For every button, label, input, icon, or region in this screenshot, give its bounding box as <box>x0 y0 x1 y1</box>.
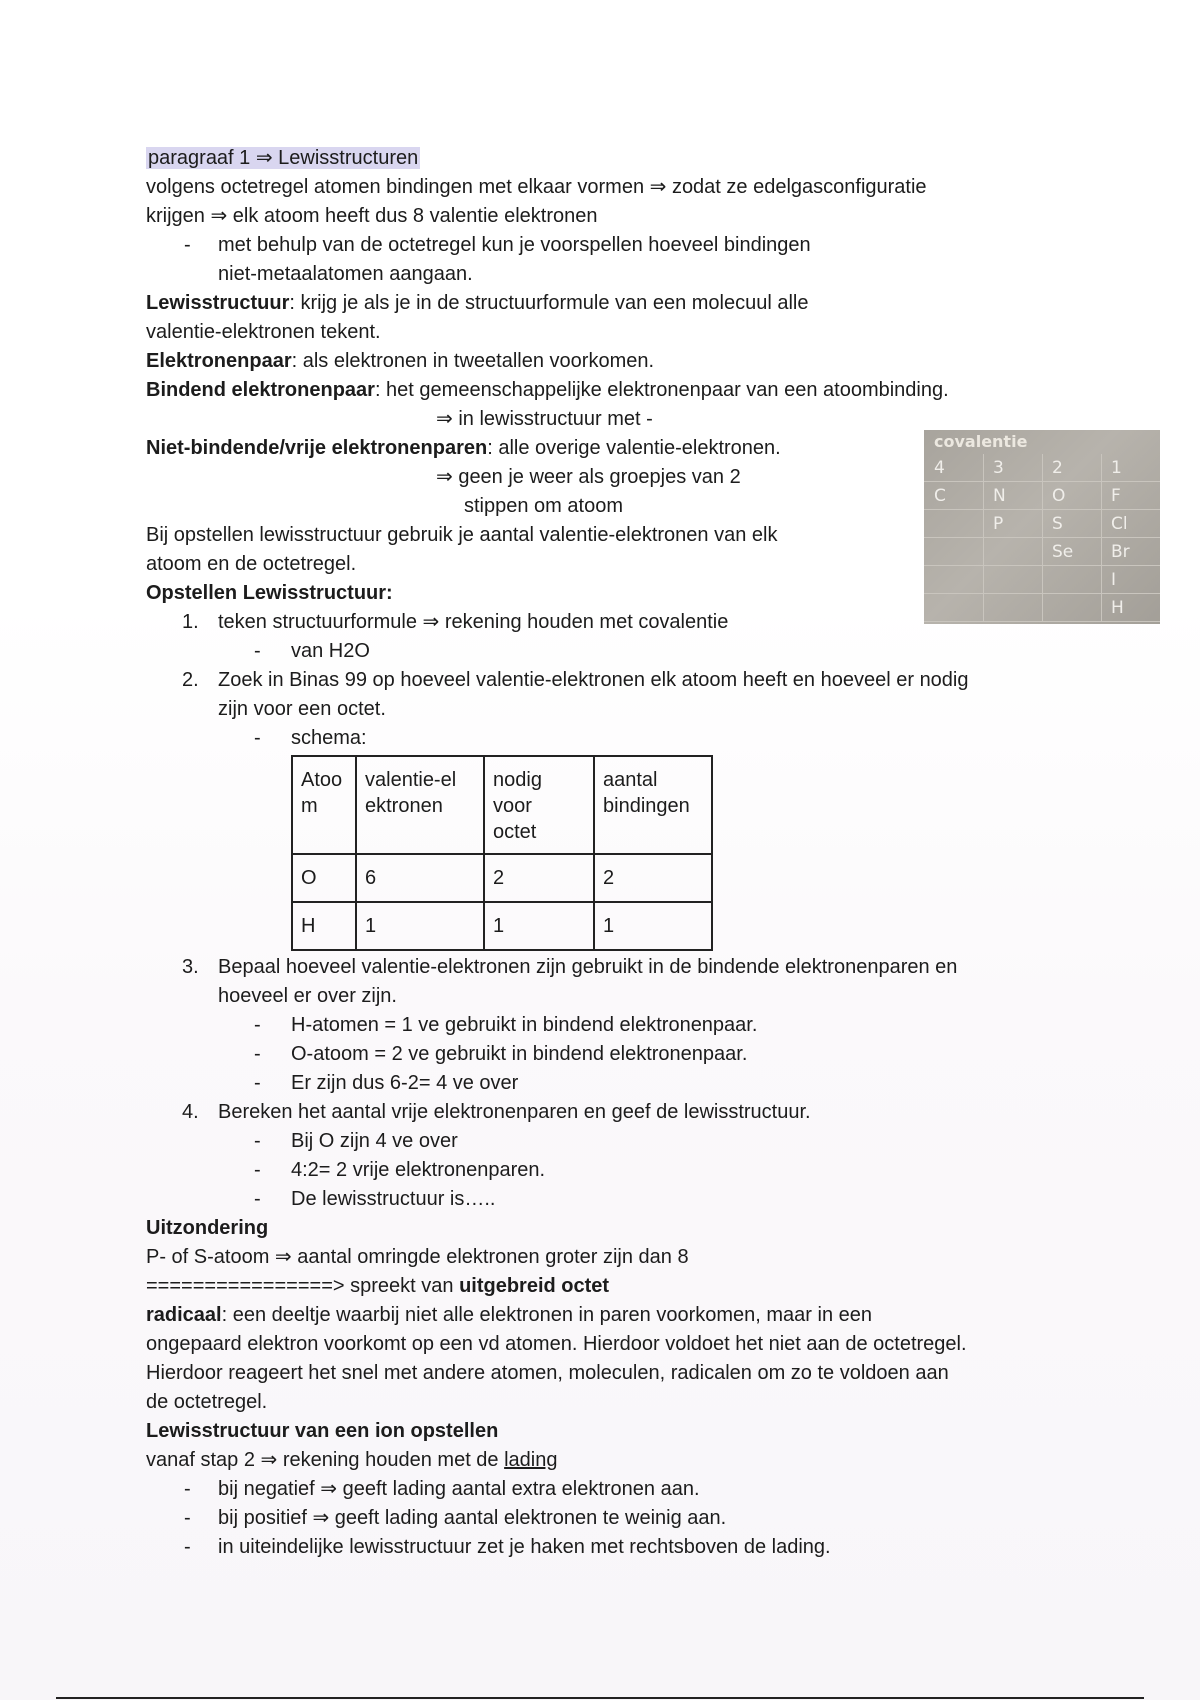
intro-bullet-cont: niet-metaalatomen aangaan. <box>218 263 473 285</box>
table-cell: 1 <box>484 902 594 950</box>
covalentie-cell <box>983 538 1043 566</box>
definition-note: ⇒ in lewisstructuur met - <box>436 408 653 430</box>
step-sub-item: - van H2O <box>254 640 370 662</box>
step-sub-item: - schema: <box>254 727 367 749</box>
ion-bullet: - in uiteindelijke lewisstructuur zet je haken met rechtsboven de lading. <box>184 1536 831 1558</box>
table-header-cell: aantal bindingen <box>594 756 712 854</box>
heading-highlight: paragraaf 1 ⇒ Lewisstructuren <box>148 147 419 169</box>
definition-bindend: Bindend elektronenpaar: het gemeenschappelijke elektronenpaar van een atoombinding. <box>146 379 949 401</box>
covalentie-cell: 2 <box>1042 454 1102 482</box>
covalentie-cell <box>924 566 984 594</box>
step-sub-item: - Er zijn dus 6-2= 4 ve over <box>254 1072 519 1094</box>
opstellen-intro: atoom en de octetregel. <box>146 553 357 575</box>
covalentie-cell: I <box>1101 566 1160 594</box>
covalentie-cell <box>983 594 1043 622</box>
ion-bullet: - bij negatief ⇒ geeft lading aantal extra elektronen aan. <box>184 1478 700 1500</box>
step-3-cont: hoeveel er over zijn. <box>218 985 397 1007</box>
step-sub-item: - O-atoom = 2 ve gebruikt in bindend elektronenpaar. <box>254 1043 748 1065</box>
covalentie-cell: Cl <box>1101 510 1160 538</box>
table-cell: 1 <box>356 902 484 950</box>
covalentie-photo <box>924 430 1160 624</box>
covalentie-cell <box>924 538 984 566</box>
step-1: 1. teken structuurformule ⇒ rekening houden met covalentie <box>182 611 729 633</box>
table-cell: O <box>292 854 356 902</box>
intro-bullet: - met behulp van de octetregel kun je voorspellen hoeveel bindingen <box>146 231 1076 260</box>
covalentie-grid <box>924 454 1160 624</box>
bottom-rule <box>56 1697 1144 1699</box>
uitzondering-line: P- of S-atoom ⇒ aantal omringde elektronen groter zijn dan 8 <box>146 1246 689 1268</box>
radicaal-cont: Hierdoor reageert het snel met andere atomen, moleculen, radicalen om zo te voldoen aan <box>146 1362 949 1384</box>
covalentie-cell <box>983 566 1043 594</box>
table-cell: 2 <box>484 854 594 902</box>
covalentie-cell <box>924 510 984 538</box>
section-heading <box>146 144 1076 173</box>
table-cell: H <box>292 902 356 950</box>
covalentie-cell <box>1042 594 1102 622</box>
ion-line: vanaf stap 2 ⇒ rekening houden met de lading <box>146 1449 558 1471</box>
table-row <box>292 854 712 902</box>
covalentie-cell: H <box>1101 594 1160 622</box>
covalentie-cell <box>1042 566 1102 594</box>
covalentie-cell: P <box>983 510 1043 538</box>
step-sub-item: - De lewisstructuur is….. <box>254 1188 496 1210</box>
radicaal-cont: ongepaard elektron voorkomt op een vd atomen. Hierdoor voldoet het niet aan de octetregel. <box>146 1333 967 1355</box>
covalentie-cell: O <box>1042 482 1102 510</box>
step-4: 4. Bereken het aantal vrije elektronenparen en geef de lewisstructuur. <box>182 1101 811 1123</box>
covalentie-cell: 4 <box>924 454 984 482</box>
covalentie-cell: 3 <box>983 454 1043 482</box>
table-cell: 6 <box>356 854 484 902</box>
table-cell: 1 <box>594 902 712 950</box>
table-header-row <box>292 756 712 854</box>
definition-note: stippen om atoom <box>464 495 623 517</box>
photo-title: covalentie <box>934 432 1028 451</box>
ion-title: Lewisstructuur van een ion opstellen <box>146 1420 499 1442</box>
step-3: 3. Bepaal hoeveel valentie-elektronen zijn gebruikt in de bindende elektronenparen en <box>182 956 958 978</box>
uitzondering-arrow: ================> spreekt van uitgebreid octet <box>146 1275 610 1297</box>
covalentie-cell: C <box>924 482 984 510</box>
table-cell: 2 <box>594 854 712 902</box>
table-header-cell: nodig voor octet <box>484 756 594 854</box>
covalentie-cell: Br <box>1101 538 1160 566</box>
step-sub-item: - H-atomen = 1 ve gebruikt in bindend elektronenpaar. <box>254 1014 758 1036</box>
definition-vrij: Niet-bindende/vrije elektronenparen: alle overige valentie-elektronen. <box>146 437 781 459</box>
covalentie-cell: S <box>1042 510 1102 538</box>
definition-lewisstructuur: Lewisstructuur: krijg je als je in de structuurformule van een molecuul alle <box>146 292 809 314</box>
steps-title: Opstellen Lewisstructuur: <box>146 582 393 604</box>
table-row <box>292 902 712 950</box>
table-header-cell: valentie-el ektronen <box>356 756 484 854</box>
ion-bullet: - bij positief ⇒ geeft lading aantal elektronen te weinig aan. <box>184 1507 727 1529</box>
covalentie-cell: Se <box>1042 538 1102 566</box>
uitzondering-title: Uitzondering <box>146 1217 269 1239</box>
step-2: 2. Zoek in Binas 99 op hoeveel valentie-elektronen elk atoom heeft en hoeveel er nodig <box>182 669 969 691</box>
step-sub-item: - Bij O zijn 4 ve over <box>254 1130 458 1152</box>
bullet-dash: - <box>184 234 191 256</box>
covalentie-cell: 1 <box>1101 454 1160 482</box>
opstellen-intro: Bij opstellen lewisstructuur gebruik je aantal valentie-elektronen van elk <box>146 524 778 546</box>
radicaal-definition: radicaal: een deeltje waarbij niet alle elektronen in paren voorkomen, maar in een <box>146 1304 872 1326</box>
table-header-cell: Atoo m <box>292 756 356 854</box>
radicaal-cont: de octetregel. <box>146 1391 268 1413</box>
intro-line: krijgen ⇒ elk atoom heeft dus 8 valentie elektronen <box>146 205 598 227</box>
definition-note: ⇒ geen je weer als groepjes van 2 <box>436 466 741 488</box>
intro-line: volgens octetregel atomen bindingen met elkaar vormen ⇒ zodat ze edelgasconfiguratie <box>146 176 927 198</box>
step-sub-item: - 4:2= 2 vrije elektronenparen. <box>254 1159 546 1181</box>
covalentie-cell <box>924 594 984 622</box>
definition-elektronenpaar: Elektronenpaar: als elektronen in tweetallen voorkomen. <box>146 350 655 372</box>
covalentie-cell: N <box>983 482 1043 510</box>
step-2-cont: zijn voor een octet. <box>218 698 386 720</box>
covalentie-cell: F <box>1101 482 1160 510</box>
notes-content <box>146 144 1076 1562</box>
valence-table <box>291 755 713 951</box>
definition-cont: valentie-elektronen tekent. <box>146 321 381 343</box>
